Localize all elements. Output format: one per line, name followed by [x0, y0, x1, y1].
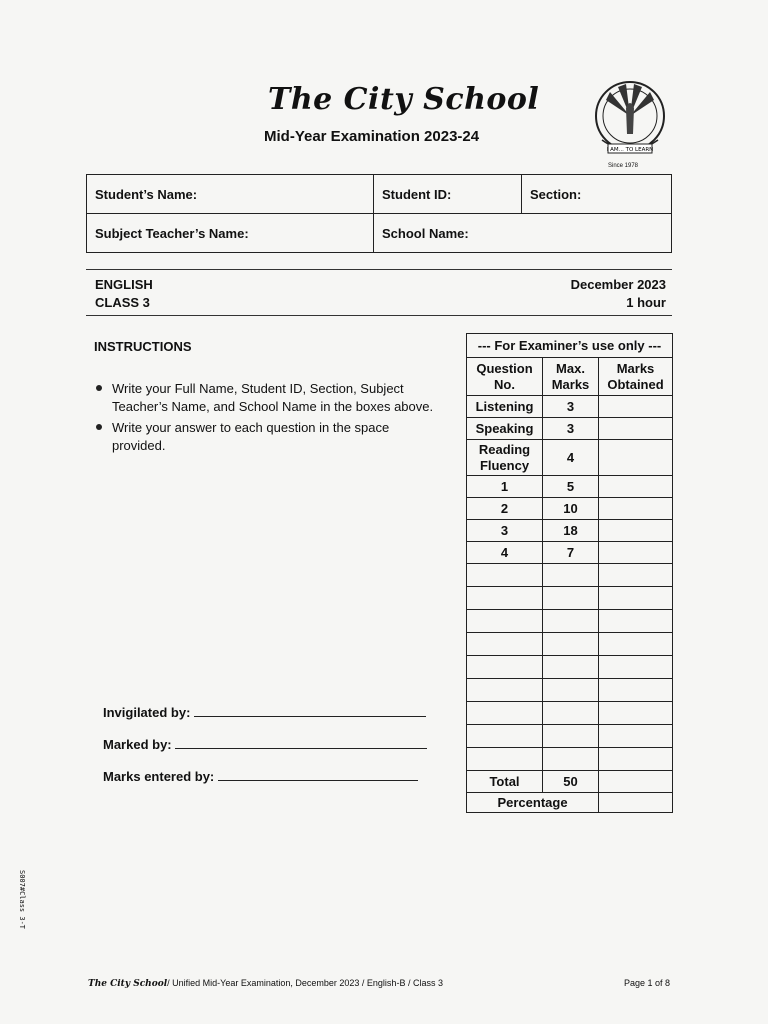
instruction-text: Write your answer to each question in the space provided. [112, 420, 390, 453]
row-question: Listening [467, 396, 543, 418]
instruction-text: Write your Full Name, Student ID, Section, Subject Teacher’s Name, and School Name in the boxes above. [112, 381, 434, 414]
row-max: 3 [543, 418, 599, 440]
empty-row [467, 725, 673, 748]
row-question: Speaking [467, 418, 543, 440]
header-question-no: Question No. [467, 358, 543, 396]
footer-text: / Unified Mid-Year Examination, December 2023 / English-B / Class 3 [167, 978, 443, 988]
logo-motto: I AM... TO LEARN [606, 147, 654, 153]
instruction-item [92, 380, 437, 416]
empty-row [467, 633, 673, 656]
exam-duration: 1 hour [626, 295, 666, 310]
row-obtained[interactable] [599, 440, 673, 476]
student-id-field[interactable]: Student ID: [374, 175, 522, 214]
side-code: S007#Class 3-T [18, 870, 26, 930]
exam-date: December 2023 [570, 277, 666, 292]
row-obtained[interactable] [599, 418, 673, 440]
examiner-table-title: --- For Examiner’s use only --- [467, 334, 673, 358]
instructions-heading: INSTRUCTIONS [94, 339, 192, 354]
subject-label: ENGLISH [95, 277, 153, 292]
row-question: 4 [467, 542, 543, 564]
footer [88, 978, 443, 989]
exam-title: Mid-Year Examination 2023-24 [264, 128, 480, 145]
row-question: Reading Fluency [467, 440, 543, 476]
table-row [467, 498, 673, 520]
total-obtained[interactable] [599, 771, 673, 793]
instruction-item [92, 419, 437, 455]
table-row [467, 520, 673, 542]
empty-row [467, 564, 673, 587]
row-max: 18 [543, 520, 599, 542]
row-question: 1 [467, 476, 543, 498]
marks-entered-label: Marks entered by: [103, 769, 215, 784]
student-info-table [86, 174, 672, 253]
school-name-title: The City School [268, 82, 540, 117]
marked-by-label: Marked by: [103, 737, 172, 752]
table-row [467, 542, 673, 564]
row-question: 3 [467, 520, 543, 542]
total-value: 50 [543, 771, 599, 793]
instructions-list [92, 380, 437, 458]
examiner-table [466, 333, 673, 813]
table-row [467, 418, 673, 440]
row-obtained[interactable] [599, 498, 673, 520]
school-name-field[interactable]: School Name: [374, 214, 672, 253]
table-row [467, 396, 673, 418]
total-label: Total [467, 771, 543, 793]
divider-top [86, 269, 672, 270]
student-name-field[interactable]: Student’s Name: [87, 175, 374, 214]
class-label: CLASS 3 [95, 295, 150, 310]
row-obtained[interactable] [599, 520, 673, 542]
empty-row [467, 702, 673, 725]
marks-entered-line[interactable] [218, 770, 418, 781]
row-max: 10 [543, 498, 599, 520]
footer-brand: The City School [88, 979, 168, 989]
page-number: Page 1 of 8 [624, 978, 671, 988]
header-max-marks: Max. Marks [543, 358, 599, 396]
table-row [467, 440, 673, 476]
invigilated-by-label: Invigilated by: [103, 705, 191, 720]
invigilated-by-line[interactable] [194, 706, 426, 717]
percentage-value[interactable] [599, 793, 673, 813]
empty-row [467, 587, 673, 610]
invigilated-by-row [103, 705, 426, 720]
row-max: 7 [543, 542, 599, 564]
percentage-row [467, 793, 673, 813]
marked-by-line[interactable] [175, 738, 427, 749]
divider-bottom [86, 315, 672, 316]
row-max: 3 [543, 396, 599, 418]
row-max: 5 [543, 476, 599, 498]
row-obtained[interactable] [599, 476, 673, 498]
empty-row [467, 748, 673, 771]
marked-by-row [103, 737, 427, 752]
row-max: 4 [543, 440, 599, 476]
empty-row [467, 679, 673, 702]
table-row [467, 476, 673, 498]
header-marks-obtained: Marks Obtained [599, 358, 673, 396]
bullet-icon [96, 385, 102, 391]
percentage-label: Percentage [467, 793, 599, 813]
empty-row [467, 610, 673, 633]
row-obtained[interactable] [599, 396, 673, 418]
logo-since-text: Since 1978 [608, 163, 639, 169]
school-logo [590, 78, 670, 174]
row-question: 2 [467, 498, 543, 520]
marks-entered-row [103, 769, 418, 784]
section-field[interactable]: Section: [522, 175, 672, 214]
teacher-name-field[interactable]: Subject Teacher’s Name: [87, 214, 374, 253]
empty-row [467, 656, 673, 679]
row-obtained[interactable] [599, 542, 673, 564]
bullet-icon [96, 424, 102, 430]
total-row [467, 771, 673, 793]
